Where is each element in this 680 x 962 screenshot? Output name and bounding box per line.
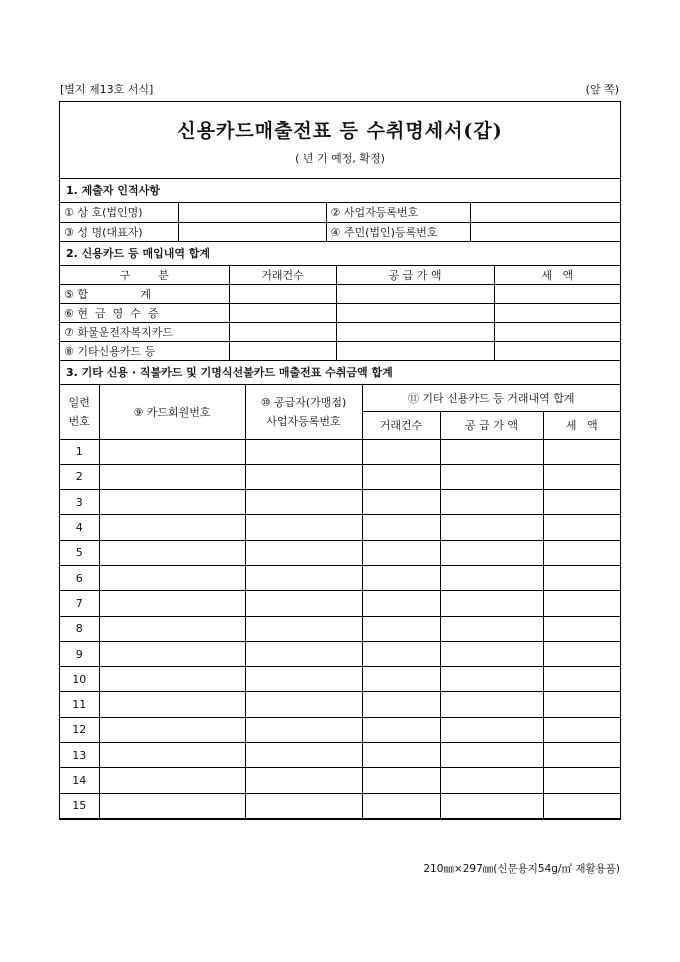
total-tax-cell[interactable] xyxy=(494,285,620,304)
supplier-header xyxy=(245,385,362,439)
count-cell[interactable] xyxy=(362,641,440,666)
tax-cell[interactable] xyxy=(543,490,620,515)
serial-number: 10 xyxy=(60,667,99,692)
count-cell[interactable] xyxy=(362,793,440,818)
serial-number: 15 xyxy=(60,793,99,818)
business-reg-label: ② 사업자등록번호 xyxy=(326,203,470,222)
tax-cell[interactable] xyxy=(543,768,620,793)
serial-number: 14 xyxy=(60,768,99,793)
card-number-cell[interactable] xyxy=(99,439,245,464)
serial-header xyxy=(60,385,99,439)
supply-cell[interactable] xyxy=(440,515,543,540)
supplier-header-line1: ⑩ 공급자(가맹점) xyxy=(260,395,347,409)
table-row xyxy=(60,342,620,361)
serial-number: 11 xyxy=(60,692,99,717)
count-cell[interactable] xyxy=(362,540,440,565)
cargo-count-cell[interactable] xyxy=(229,323,336,342)
count-cell[interactable] xyxy=(362,667,440,692)
table-row xyxy=(60,304,620,323)
card-number-cell[interactable] xyxy=(99,490,245,515)
card-number-cell[interactable] xyxy=(99,464,245,489)
tax-cell[interactable] xyxy=(543,616,620,641)
count-cell[interactable] xyxy=(362,743,440,768)
tax-cell[interactable] xyxy=(543,439,620,464)
total-count-cell[interactable] xyxy=(229,285,336,304)
company-name-label: ① 상 호(법인명) xyxy=(60,203,178,222)
tax-cell[interactable] xyxy=(543,717,620,742)
supply-cell[interactable] xyxy=(440,793,543,818)
section3-title: 3. 기타 신용 · 직불카드 및 기명식선불카드 매출전표 수취금액 합계 xyxy=(60,361,620,385)
table-row xyxy=(60,717,620,742)
table-header-row xyxy=(60,385,620,411)
supply-cell[interactable] xyxy=(440,439,543,464)
table-row xyxy=(60,464,620,489)
tax-cell[interactable] xyxy=(543,743,620,768)
page-side: (앞 쪽) xyxy=(585,83,619,96)
serial-number: 5 xyxy=(60,540,99,565)
tax-cell[interactable] xyxy=(543,692,620,717)
period-line: ( 년 기 예정, 확정) xyxy=(295,152,385,165)
supply-cell[interactable] xyxy=(440,540,543,565)
supply-cell[interactable] xyxy=(440,768,543,793)
other-count-cell[interactable] xyxy=(229,342,336,361)
tax-cell[interactable] xyxy=(543,591,620,616)
sub-supply-header: 공 급 가 액 xyxy=(440,411,543,439)
other-total-header: ⑪ 기타 신용카드 등 거래내역 합계 xyxy=(362,385,620,411)
serial-number: 8 xyxy=(60,616,99,641)
serial-number: 13 xyxy=(60,743,99,768)
representative-field[interactable] xyxy=(178,222,326,241)
supplier-reg-cell[interactable] xyxy=(245,464,362,489)
supplier-reg-cell[interactable] xyxy=(245,540,362,565)
supply-cell[interactable] xyxy=(440,591,543,616)
supply-header: 공 급 가 액 xyxy=(336,266,494,285)
serial-number: 6 xyxy=(60,565,99,590)
card-number-cell[interactable] xyxy=(99,641,245,666)
table-row xyxy=(60,540,620,565)
supply-cell[interactable] xyxy=(440,565,543,590)
business-reg-field[interactable] xyxy=(470,203,620,222)
supplier-reg-cell[interactable] xyxy=(245,591,362,616)
card-number-cell[interactable] xyxy=(99,515,245,540)
count-cell[interactable] xyxy=(362,490,440,515)
count-cell[interactable] xyxy=(362,591,440,616)
card-number-cell[interactable] xyxy=(99,743,245,768)
count-cell[interactable] xyxy=(362,768,440,793)
count-cell[interactable] xyxy=(362,439,440,464)
total-supply-cell[interactable] xyxy=(336,285,494,304)
card-number-cell[interactable] xyxy=(99,667,245,692)
count-cell[interactable] xyxy=(362,565,440,590)
supplier-reg-cell[interactable] xyxy=(245,490,362,515)
supply-cell[interactable] xyxy=(440,717,543,742)
total-label: ⑤ 합 계 xyxy=(60,285,229,304)
serial-number: 1 xyxy=(60,439,99,464)
supply-cell[interactable] xyxy=(440,464,543,489)
paper-spec: 210㎜×297㎜(신문용지54g/㎡ 재활용품) xyxy=(423,863,620,875)
resident-reg-label: ④ 주민(법인)등록번호 xyxy=(326,222,470,241)
category-header: 구 분 xyxy=(60,266,229,285)
section1-title: 1. 제출자 인적사항 xyxy=(60,179,620,203)
purchase-summary-table xyxy=(60,266,620,362)
count-cell[interactable] xyxy=(362,692,440,717)
supply-cell[interactable] xyxy=(440,667,543,692)
count-cell[interactable] xyxy=(362,515,440,540)
tax-cell[interactable] xyxy=(543,667,620,692)
supplier-reg-cell[interactable] xyxy=(245,692,362,717)
card-detail-table xyxy=(60,385,620,819)
cash-tax-cell[interactable] xyxy=(494,304,620,323)
table-row xyxy=(60,667,620,692)
supply-cell[interactable] xyxy=(440,616,543,641)
table-row xyxy=(60,565,620,590)
supplier-reg-cell[interactable] xyxy=(245,743,362,768)
table-row xyxy=(60,203,620,222)
supply-cell[interactable] xyxy=(440,692,543,717)
other-card-label: ⑧ 기타신용카드 등 xyxy=(60,342,229,361)
serial-number: 2 xyxy=(60,464,99,489)
table-row xyxy=(60,692,620,717)
table-row xyxy=(60,793,620,818)
card-number-cell[interactable] xyxy=(99,591,245,616)
count-cell[interactable] xyxy=(362,616,440,641)
supplier-reg-cell[interactable] xyxy=(245,439,362,464)
supplier-reg-cell[interactable] xyxy=(245,641,362,666)
card-number-cell[interactable] xyxy=(99,717,245,742)
card-number-cell[interactable] xyxy=(99,768,245,793)
table-row xyxy=(60,743,620,768)
card-number-cell[interactable] xyxy=(99,793,245,818)
serial-header-line1: 일련 xyxy=(68,395,90,409)
supplier-reg-cell[interactable] xyxy=(245,717,362,742)
tax-header: 세 액 xyxy=(494,266,620,285)
cargo-supply-cell[interactable] xyxy=(336,323,494,342)
table-row xyxy=(60,439,620,464)
supplier-header-line2: 사업자등록번호 xyxy=(266,414,341,428)
table-row xyxy=(60,641,620,666)
table-header-row xyxy=(60,266,620,285)
form-title: 신용카드매출전표 등 수취명세서(갑) xyxy=(177,120,503,142)
cash-supply-cell[interactable] xyxy=(336,304,494,323)
resident-reg-field[interactable] xyxy=(470,222,620,241)
cargo-card-label: ⑦ 화물운전자복지카드 xyxy=(60,323,229,342)
table-row xyxy=(60,515,620,540)
tax-cell[interactable] xyxy=(543,793,620,818)
serial-header-line2: 번호 xyxy=(68,414,90,428)
supplier-reg-cell[interactable] xyxy=(245,515,362,540)
statement-form xyxy=(59,101,621,820)
form-number: [별지 제13호 서식] xyxy=(60,83,154,96)
serial-number: 3 xyxy=(60,490,99,515)
table-row xyxy=(60,768,620,793)
supplier-reg-cell[interactable] xyxy=(245,667,362,692)
supplier-reg-cell[interactable] xyxy=(245,616,362,641)
cash-count-cell[interactable] xyxy=(229,304,336,323)
table-row xyxy=(60,490,620,515)
company-name-field[interactable] xyxy=(178,203,326,222)
serial-number: 7 xyxy=(60,591,99,616)
card-number-cell[interactable] xyxy=(99,540,245,565)
table-row xyxy=(60,222,620,241)
card-number-cell[interactable] xyxy=(99,565,245,590)
supplier-reg-cell[interactable] xyxy=(245,793,362,818)
cash-receipt-label: ⑥ 현 금 영 수 증 xyxy=(60,304,229,323)
sub-count-header: 거래건수 xyxy=(362,411,440,439)
table-row xyxy=(60,591,620,616)
sub-tax-header: 세 액 xyxy=(543,411,620,439)
count-cell[interactable] xyxy=(362,717,440,742)
table-row xyxy=(60,323,620,342)
card-number-header: ⑨ 카드회원번호 xyxy=(99,385,245,439)
tax-cell[interactable] xyxy=(543,565,620,590)
representative-label: ③ 성 명(대표자) xyxy=(60,222,178,241)
other-supply-cell[interactable] xyxy=(336,342,494,361)
tax-cell[interactable] xyxy=(543,540,620,565)
card-number-cell[interactable] xyxy=(99,616,245,641)
tax-cell[interactable] xyxy=(543,515,620,540)
tax-cell[interactable] xyxy=(543,641,620,666)
cargo-tax-cell[interactable] xyxy=(494,323,620,342)
table-row xyxy=(60,616,620,641)
tax-cell[interactable] xyxy=(543,464,620,489)
title-block xyxy=(60,102,620,179)
supplier-reg-cell[interactable] xyxy=(245,565,362,590)
serial-number: 9 xyxy=(60,641,99,666)
other-tax-cell[interactable] xyxy=(494,342,620,361)
supply-cell[interactable] xyxy=(440,743,543,768)
supply-cell[interactable] xyxy=(440,641,543,666)
count-header: 거래건수 xyxy=(229,266,336,285)
count-cell[interactable] xyxy=(362,464,440,489)
serial-number: 12 xyxy=(60,717,99,742)
submitter-table xyxy=(60,203,620,242)
supply-cell[interactable] xyxy=(440,490,543,515)
section2-title: 2. 신용카드 등 매입내역 합계 xyxy=(60,242,620,266)
supplier-reg-cell[interactable] xyxy=(245,768,362,793)
card-number-cell[interactable] xyxy=(99,692,245,717)
serial-number: 4 xyxy=(60,515,99,540)
table-row xyxy=(60,285,620,304)
